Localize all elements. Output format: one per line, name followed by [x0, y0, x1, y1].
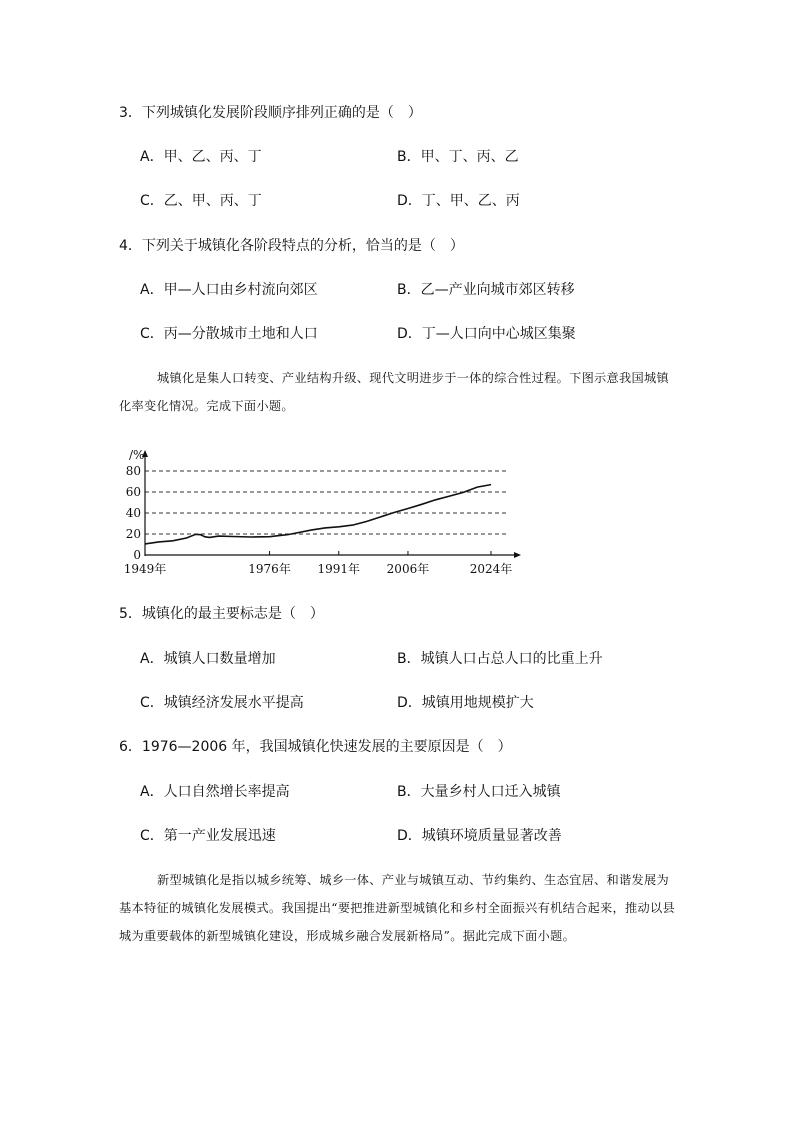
question-5-option-b: B．城镇人口占总人口的比重上升: [397, 651, 603, 667]
question-6-option-a: A．人口自然增长率提高: [140, 784, 290, 800]
question-3-option-d: D．丁、甲、乙、丙: [397, 193, 520, 209]
chart-gridlines: [145, 471, 507, 534]
question-4-option-c: C．丙—分散城市土地和人口: [140, 326, 318, 342]
question-6-option-c: C．第一产业发展迅速: [140, 828, 276, 844]
x-tick-1991: 1991年: [317, 562, 361, 576]
chart-axes: [142, 450, 521, 558]
x-tick-1976: 1976年: [248, 562, 291, 576]
x-tick-2024: 2024年: [469, 562, 513, 576]
x-tick-1949: 1949年: [123, 562, 167, 576]
y-axis-label: /%: [129, 448, 145, 462]
question-6-option-d: D．城镇环境质量显著改善: [397, 828, 562, 844]
y-tick-labels: [126, 464, 141, 562]
y-tick-0: 0: [133, 548, 141, 562]
passage-new-urbanization: 新型城镇化是指以城乡统筹、城乡一体、产业与城镇互动、节约集约、生态宜居、和谐发展为基本特征的城镇化发展模式。我国提出“要把推进新型城镇化和乡村全面振兴有机结合起来，推动以县城为重要载体的新型城镇化建设，形成城乡融合发展新格局”。据此完成下面小题。: [119, 873, 675, 943]
question-6-option-b: B．大量乡村人口迁入城镇: [397, 784, 561, 800]
question-3-option-c: C．乙、甲、丙、丁: [140, 193, 262, 209]
question-4-option-a: A．甲—人口由乡村流向郊区: [140, 282, 318, 298]
x-axis-arrow: [514, 552, 521, 558]
question-4-option-b: B．乙—产业向城市郊区转移: [397, 282, 575, 298]
x-tick-labels: [124, 561, 513, 576]
question-5-option-c: C．城镇经济发展水平提高: [140, 695, 304, 711]
question-5-option-a: A．城镇人口数量增加: [140, 651, 276, 667]
y-tick-80: 80: [125, 464, 141, 478]
question-3-option-b: B．甲、丁、丙、乙: [397, 149, 519, 165]
y-tick-20: 20: [125, 527, 141, 541]
x-tick-2006: 2006年: [386, 562, 430, 576]
question-5-stem: 5．城镇化的最主要标志是（ ）: [119, 606, 324, 622]
passage-urbanization: 城镇化是集人口转变、产业结构升级、现代文明进步于一体的综合性过程。下图示意我国城镇化率变化情况。完成下面小题。: [119, 371, 669, 413]
question-4-stem: 4．下列关于城镇化各阶段特点的分析，恰当的是（ ）: [119, 238, 464, 254]
question-3-option-a: A．甲、乙、丙、丁: [140, 149, 262, 165]
y-tick-60: 60: [125, 485, 141, 499]
urbanization-rate-line: [145, 485, 491, 544]
question-6-stem: 6．1976—2006 年，我国城镇化快速发展的主要原因是（ ）: [119, 739, 512, 755]
question-5-option-d: D．城镇用地规模扩大: [397, 695, 534, 711]
urbanization-rate-chart: [115, 445, 525, 580]
question-4-option-d: D．丁—人口向中心城区集聚: [397, 326, 576, 342]
y-tick-40: 40: [125, 506, 141, 520]
question-3-stem: 3．下列城镇化发展阶段顺序排列正确的是（ ）: [119, 105, 422, 121]
